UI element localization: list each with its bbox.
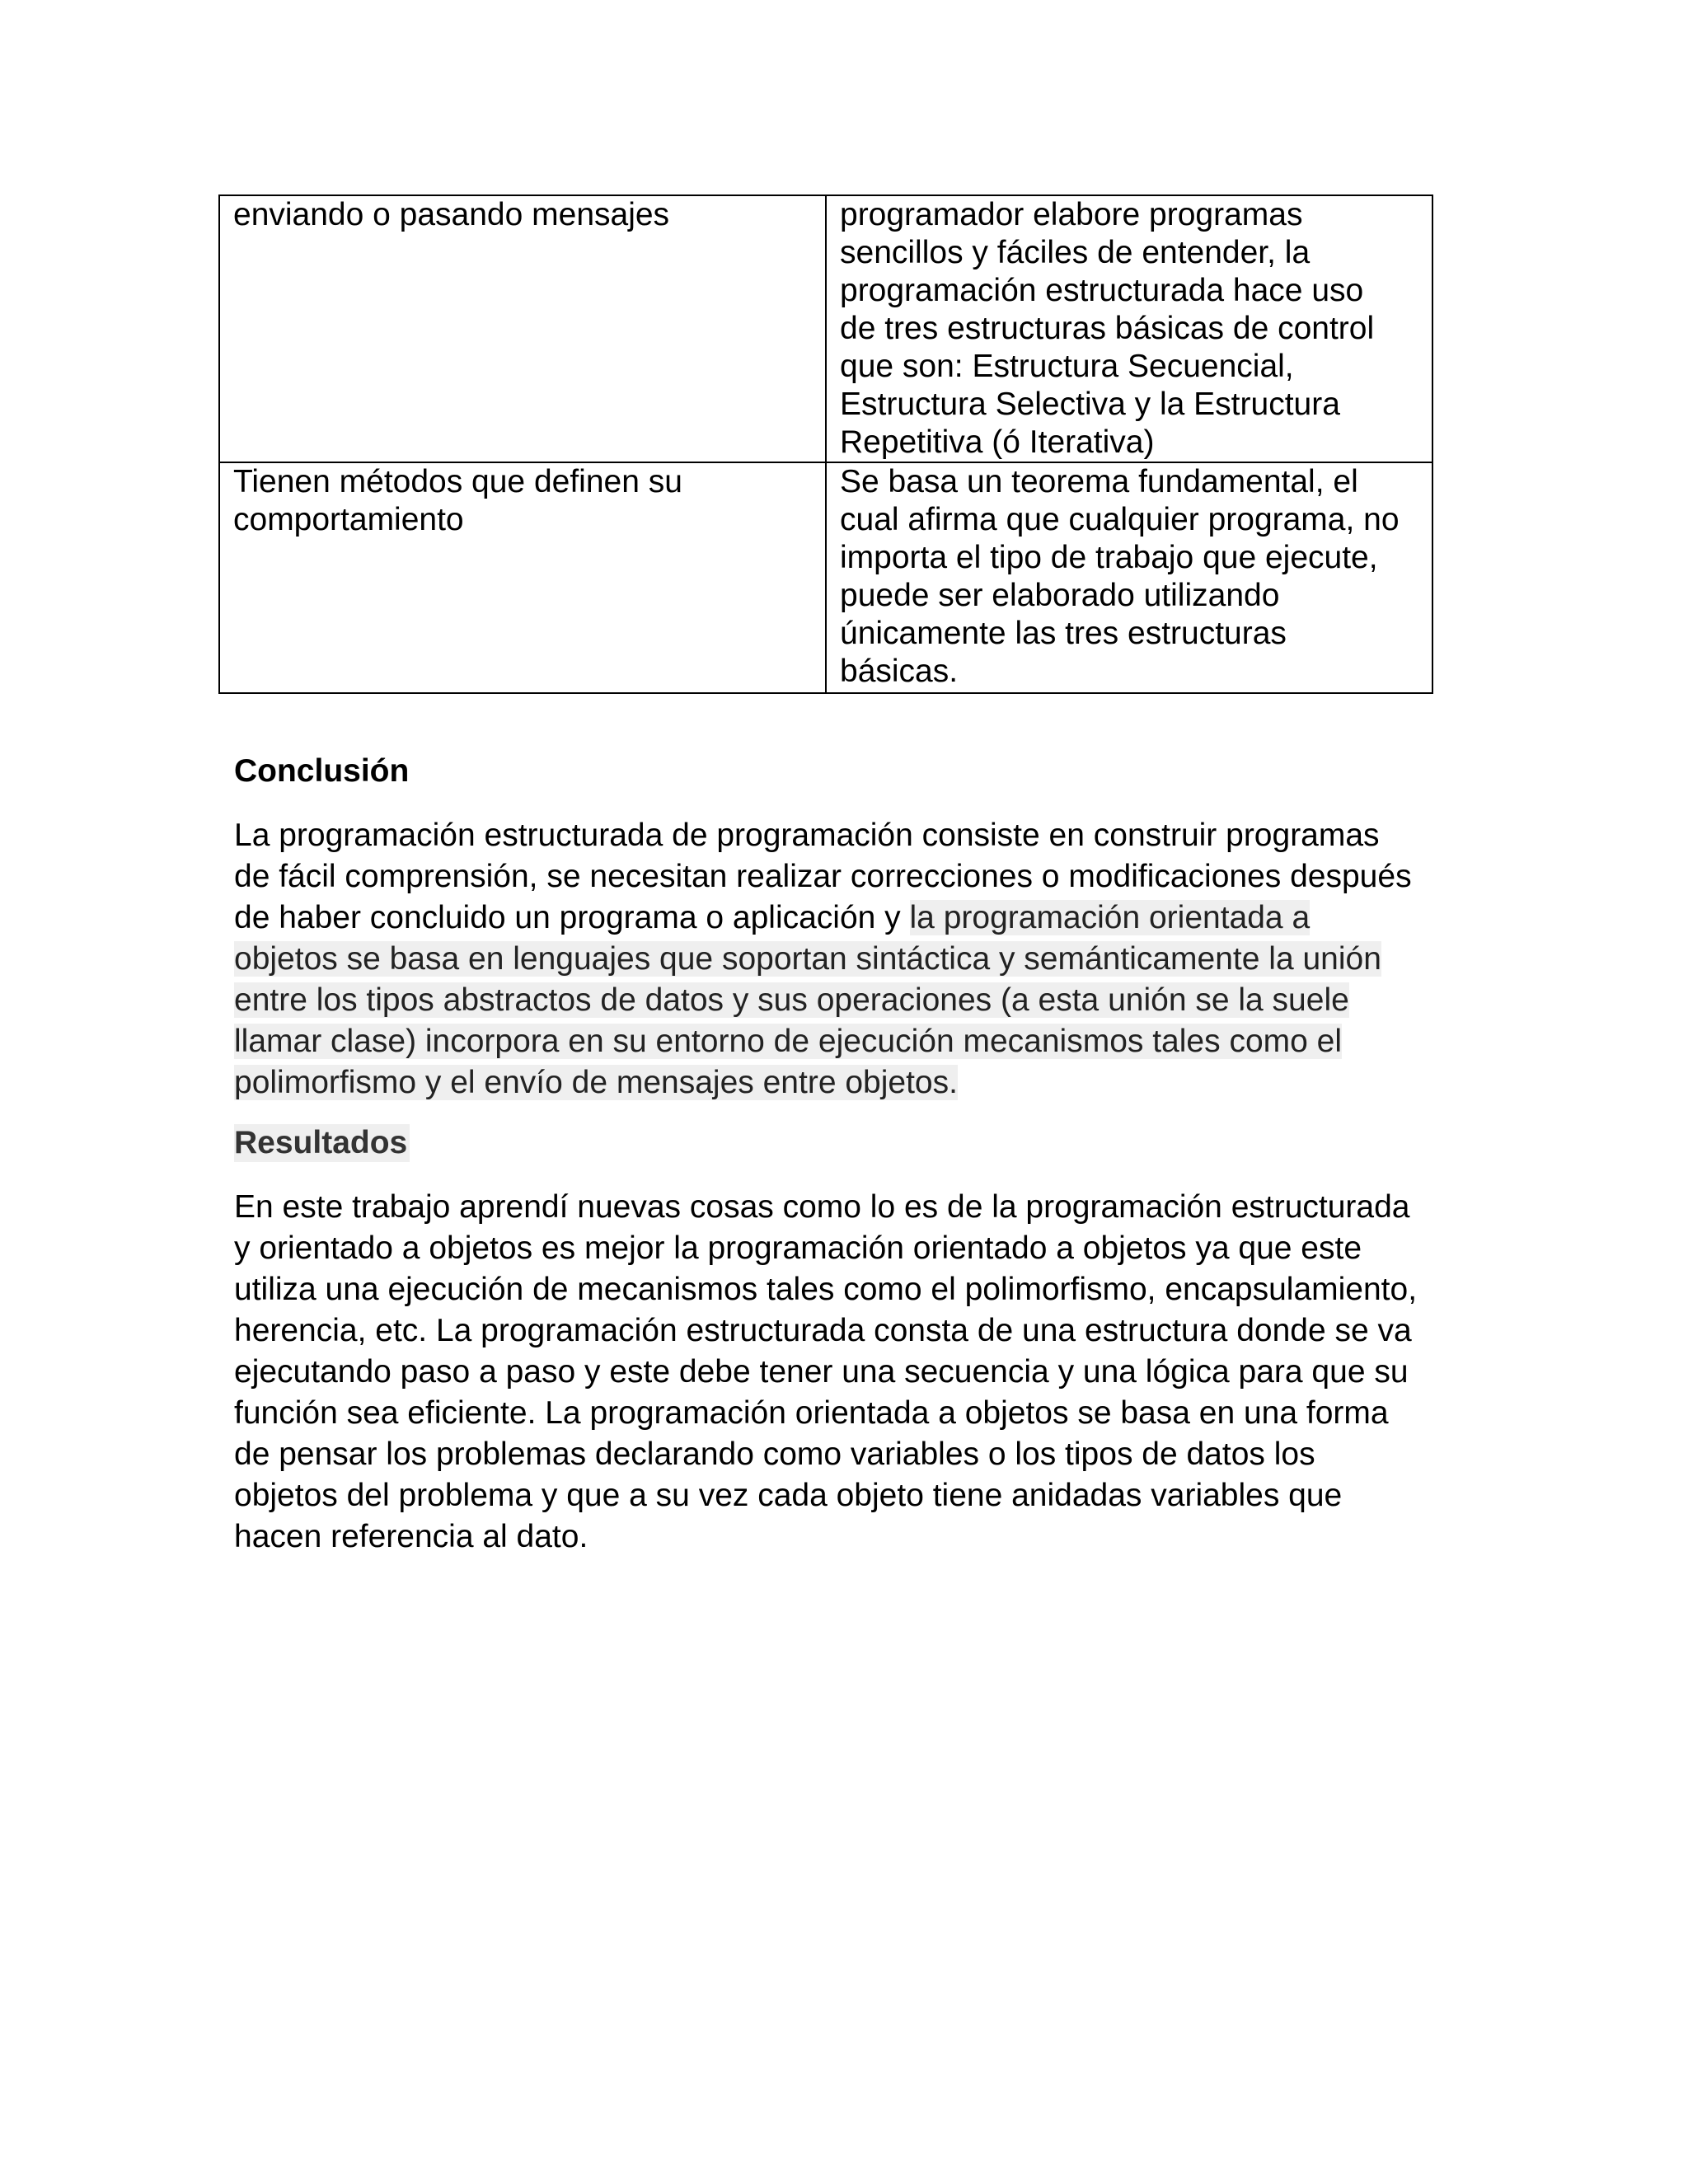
cell-text: enviando o pasando mensajes bbox=[233, 197, 670, 232]
cell-text: Tienen métodos que definen su comportamiento bbox=[233, 464, 682, 537]
results-heading: Resultados bbox=[234, 1124, 410, 1162]
table-row bbox=[219, 462, 1432, 693]
cell-text: programador elabore programas sencillos y fáciles de entender, la programación estructurada hace uso de tres estructuras básicas de control que son: Estructura Secuencial, Estructura Selectiva y la Estructura Repetitiva (ó Iterativa) bbox=[840, 197, 1375, 460]
cell-text: Se basa un teorema fundamental, el cual afirma que cualquier programa, no importa el tipo de trabajo que ejecute, puede ser elaborado utilizando únicamente las tres estructuras básicas. bbox=[840, 464, 1400, 689]
comparison-table bbox=[218, 194, 1433, 694]
table-cell bbox=[826, 195, 1432, 462]
table-cell bbox=[826, 462, 1432, 693]
table-cell bbox=[219, 462, 826, 693]
conclusion-heading: Conclusión bbox=[234, 753, 410, 789]
conclusion-text: La programación estructurada de programación consiste en construir programas de fácil comprensión, se necesitan realizar correcciones o modificaciones después de haber concluido un programa o aplicación y bbox=[234, 818, 1412, 935]
conclusion-highlighted-text: la programación orientada a objetos se basa en lenguajes que soportan sintáctica y semánticamente la unión entre los tipos abstractos de datos y sus operaciones (a esta unión se la suele llamar clase) incorpora en su entorno de ejecución mecanismos tales como el polimorfismo y el envío de mensajes entre objetos. bbox=[234, 900, 1381, 1100]
table-cell bbox=[219, 195, 826, 462]
conclusion-paragraph bbox=[234, 815, 1454, 1104]
table-row bbox=[219, 195, 1432, 462]
results-paragraph: En este trabajo aprendí nuevas cosas como lo es de la programación estructurada y orientado a objetos es mejor la programación orientado a objetos ya que este utiliza una ejecución de mecanismos tales como el polimorfismo, encapsulamiento, herencia, etc. La programación estructurada consta de una estructura donde se va ejecutando paso a paso y este debe tener una secuencia y una lógica para que su función sea eficiente. La programación orientada a objetos se basa en una forma de pensar los problemas declarando como variables o los tipos de datos los objetos del problema y que a su vez cada objeto tiene anidadas variables que hacen referencia al dato. bbox=[234, 1189, 1418, 1554]
